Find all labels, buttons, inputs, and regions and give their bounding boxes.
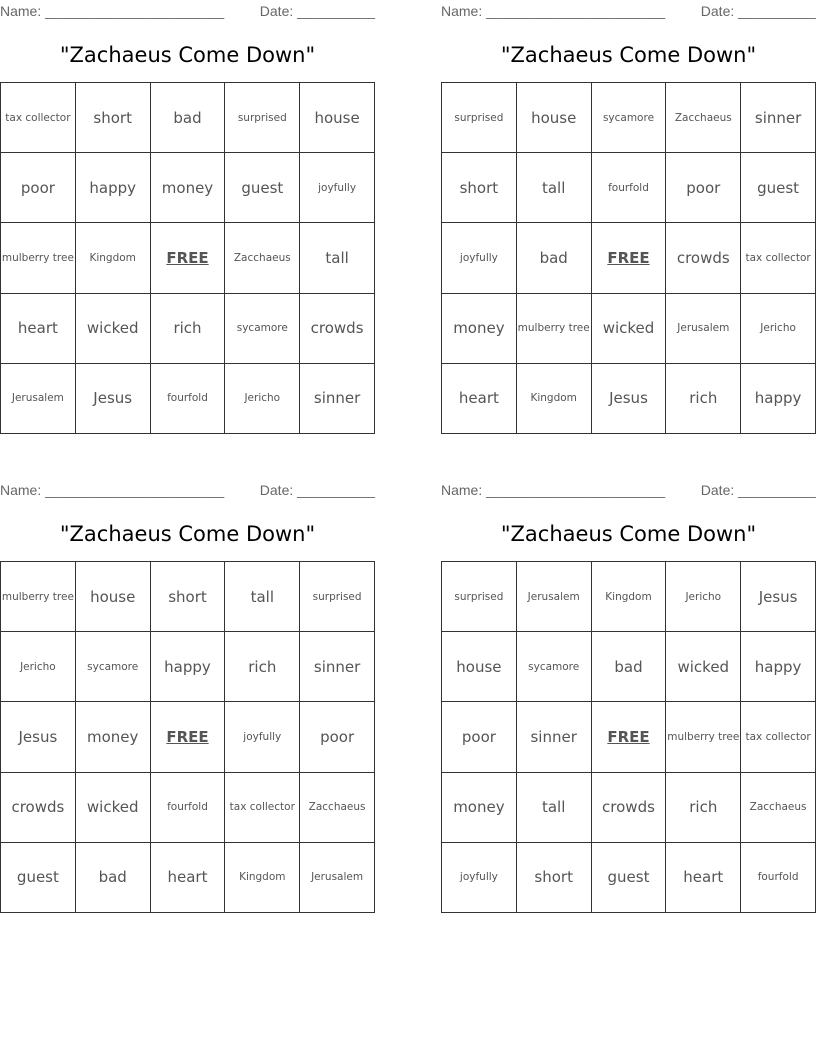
bingo-cell[interactable]: fourfold — [151, 364, 226, 434]
bingo-cell[interactable]: house — [76, 562, 151, 632]
bingo-cell[interactable]: rich — [225, 632, 300, 702]
bingo-cell[interactable]: money — [442, 294, 517, 364]
bingo-grid — [0, 561, 375, 913]
card-title: "Zachaeus Come Down" — [59, 43, 316, 67]
bingo-cell[interactable]: heart — [666, 843, 741, 913]
bingo-cell[interactable]: tax collector — [1, 83, 76, 153]
bingo-cell[interactable]: money — [151, 153, 226, 223]
bingo-cell[interactable]: Jericho — [741, 294, 816, 364]
bingo-cell[interactable]: money — [442, 773, 517, 843]
bingo-cell[interactable]: crowds — [300, 294, 375, 364]
bingo-cell[interactable]: guest — [592, 843, 667, 913]
bingo-cell[interactable]: tall — [517, 773, 592, 843]
date-field[interactable]: Date: __________ — [700, 3, 816, 19]
bingo-cell[interactable]: tax collector — [741, 223, 816, 293]
bingo-cell[interactable]: tall — [225, 562, 300, 632]
bingo-cell[interactable]: Zacchaeus — [741, 773, 816, 843]
bingo-cell[interactable]: Jerusalem — [666, 294, 741, 364]
name-field[interactable]: Name: _______________________ — [0, 482, 225, 498]
bingo-cell[interactable]: tax collector — [741, 702, 816, 772]
bingo-cell[interactable]: surprised — [225, 83, 300, 153]
bingo-cell[interactable]: sycamore — [517, 632, 592, 702]
bingo-cell[interactable]: wicked — [76, 773, 151, 843]
bingo-cell[interactable]: Jesus — [76, 364, 151, 434]
bingo-cell[interactable]: Kingdom — [592, 562, 667, 632]
free-space-cell[interactable]: FREE — [151, 702, 226, 772]
bingo-cell[interactable]: short — [517, 843, 592, 913]
name-field[interactable]: Name: _______________________ — [0, 3, 225, 19]
bingo-cell[interactable]: surprised — [300, 562, 375, 632]
bingo-cell[interactable]: fourfold — [592, 153, 667, 223]
bingo-cell[interactable]: sinner — [741, 83, 816, 153]
bingo-cell[interactable]: guest — [225, 153, 300, 223]
bingo-cell[interactable]: mulberry tree — [666, 702, 741, 772]
bingo-cell[interactable]: tall — [300, 223, 375, 293]
bingo-cell[interactable]: heart — [151, 843, 226, 913]
bingo-cell[interactable]: poor — [1, 153, 76, 223]
bingo-cell[interactable]: Kingdom — [225, 843, 300, 913]
bingo-cell[interactable]: Zacchaeus — [225, 223, 300, 293]
bingo-cell[interactable]: sinner — [300, 632, 375, 702]
bingo-cell[interactable]: joyfully — [442, 223, 517, 293]
bingo-cell[interactable]: sycamore — [76, 632, 151, 702]
bingo-cell[interactable]: short — [76, 83, 151, 153]
bingo-cell[interactable]: sinner — [300, 364, 375, 434]
bingo-cell[interactable]: short — [442, 153, 517, 223]
bingo-card-4 — [441, 479, 816, 899]
bingo-cell[interactable]: Jerusalem — [300, 843, 375, 913]
bingo-cell[interactable]: Jericho — [225, 364, 300, 434]
bingo-cell[interactable]: Kingdom — [517, 364, 592, 434]
bingo-cell[interactable]: wicked — [592, 294, 667, 364]
bingo-cell[interactable]: house — [517, 83, 592, 153]
bingo-cell[interactable]: heart — [1, 294, 76, 364]
bingo-cell[interactable]: happy — [741, 364, 816, 434]
bingo-cell[interactable]: Jericho — [1, 632, 76, 702]
bingo-cell[interactable]: fourfold — [741, 843, 816, 913]
bingo-cell[interactable]: guest — [741, 153, 816, 223]
bingo-cell[interactable]: joyfully — [225, 702, 300, 772]
bingo-cell[interactable]: guest — [1, 843, 76, 913]
bingo-cell[interactable]: Zacchaeus — [300, 773, 375, 843]
bingo-cell[interactable]: short — [151, 562, 226, 632]
bingo-cell[interactable]: surprised — [442, 83, 517, 153]
bingo-cell[interactable]: sinner — [517, 702, 592, 772]
bingo-cell[interactable]: mulberry tree — [1, 562, 76, 632]
name-field[interactable]: Name: _______________________ — [441, 3, 666, 19]
bingo-cell[interactable]: joyfully — [300, 153, 375, 223]
free-space-cell[interactable]: FREE — [592, 702, 667, 772]
date-field[interactable]: Date: __________ — [700, 482, 816, 498]
bingo-cell[interactable]: crowds — [666, 223, 741, 293]
bingo-cell[interactable]: sycamore — [225, 294, 300, 364]
bingo-cell[interactable]: Jesus — [592, 364, 667, 434]
bingo-cell[interactable]: surprised — [442, 562, 517, 632]
bingo-cell[interactable]: poor — [300, 702, 375, 772]
bingo-cell[interactable]: poor — [666, 153, 741, 223]
bingo-cell[interactable]: rich — [666, 364, 741, 434]
bingo-cell[interactable]: happy — [741, 632, 816, 702]
bingo-cell[interactable]: wicked — [666, 632, 741, 702]
bingo-cell[interactable]: Jerusalem — [1, 364, 76, 434]
bingo-card-3 — [0, 479, 375, 899]
bingo-grid — [0, 82, 375, 434]
bingo-cell[interactable]: house — [300, 83, 375, 153]
bingo-cell[interactable]: fourfold — [151, 773, 226, 843]
name-field[interactable]: Name: _______________________ — [441, 482, 666, 498]
bingo-cell[interactable]: crowds — [592, 773, 667, 843]
bingo-grid — [441, 82, 816, 434]
free-space-cell[interactable]: FREE — [592, 223, 667, 293]
bingo-cell[interactable]: heart — [442, 364, 517, 434]
bingo-cell[interactable]: Jesus — [1, 702, 76, 772]
date-field[interactable]: Date: __________ — [259, 482, 375, 498]
bingo-cell[interactable]: poor — [442, 702, 517, 772]
bingo-cell[interactable]: mulberry tree — [1, 223, 76, 293]
bingo-cell[interactable]: mulberry tree — [517, 294, 592, 364]
free-space-cell[interactable]: FREE — [151, 223, 226, 293]
bingo-cell[interactable]: bad — [151, 83, 226, 153]
bingo-cell[interactable]: happy — [76, 153, 151, 223]
bingo-cell[interactable]: Zacchaeus — [666, 83, 741, 153]
bingo-cell[interactable]: Kingdom — [76, 223, 151, 293]
bingo-cell[interactable]: bad — [517, 223, 592, 293]
bingo-cell[interactable]: crowds — [1, 773, 76, 843]
bingo-cell[interactable]: bad — [592, 632, 667, 702]
bingo-card-1 — [0, 0, 375, 420]
bingo-cell[interactable]: rich — [151, 294, 226, 364]
bingo-cell[interactable]: sycamore — [592, 83, 667, 153]
card-title: "Zachaeus Come Down" — [500, 43, 757, 67]
bingo-cell[interactable]: tax collector — [225, 773, 300, 843]
bingo-grid — [441, 561, 816, 913]
date-field[interactable]: Date: __________ — [259, 3, 375, 19]
card-title: "Zachaeus Come Down" — [500, 522, 757, 546]
bingo-cell[interactable]: Jericho — [666, 562, 741, 632]
bingo-cell[interactable]: Jesus — [741, 562, 816, 632]
bingo-cell[interactable]: joyfully — [442, 843, 517, 913]
bingo-cell[interactable]: tall — [517, 153, 592, 223]
bingo-cell[interactable]: rich — [666, 773, 741, 843]
bingo-cell[interactable]: happy — [151, 632, 226, 702]
card-title: "Zachaeus Come Down" — [59, 522, 316, 546]
bingo-cell[interactable]: Jerusalem — [517, 562, 592, 632]
bingo-cell[interactable]: house — [442, 632, 517, 702]
bingo-cell[interactable]: wicked — [76, 294, 151, 364]
bingo-card-2 — [441, 0, 816, 420]
bingo-cell[interactable]: money — [76, 702, 151, 772]
bingo-cell[interactable]: bad — [76, 843, 151, 913]
